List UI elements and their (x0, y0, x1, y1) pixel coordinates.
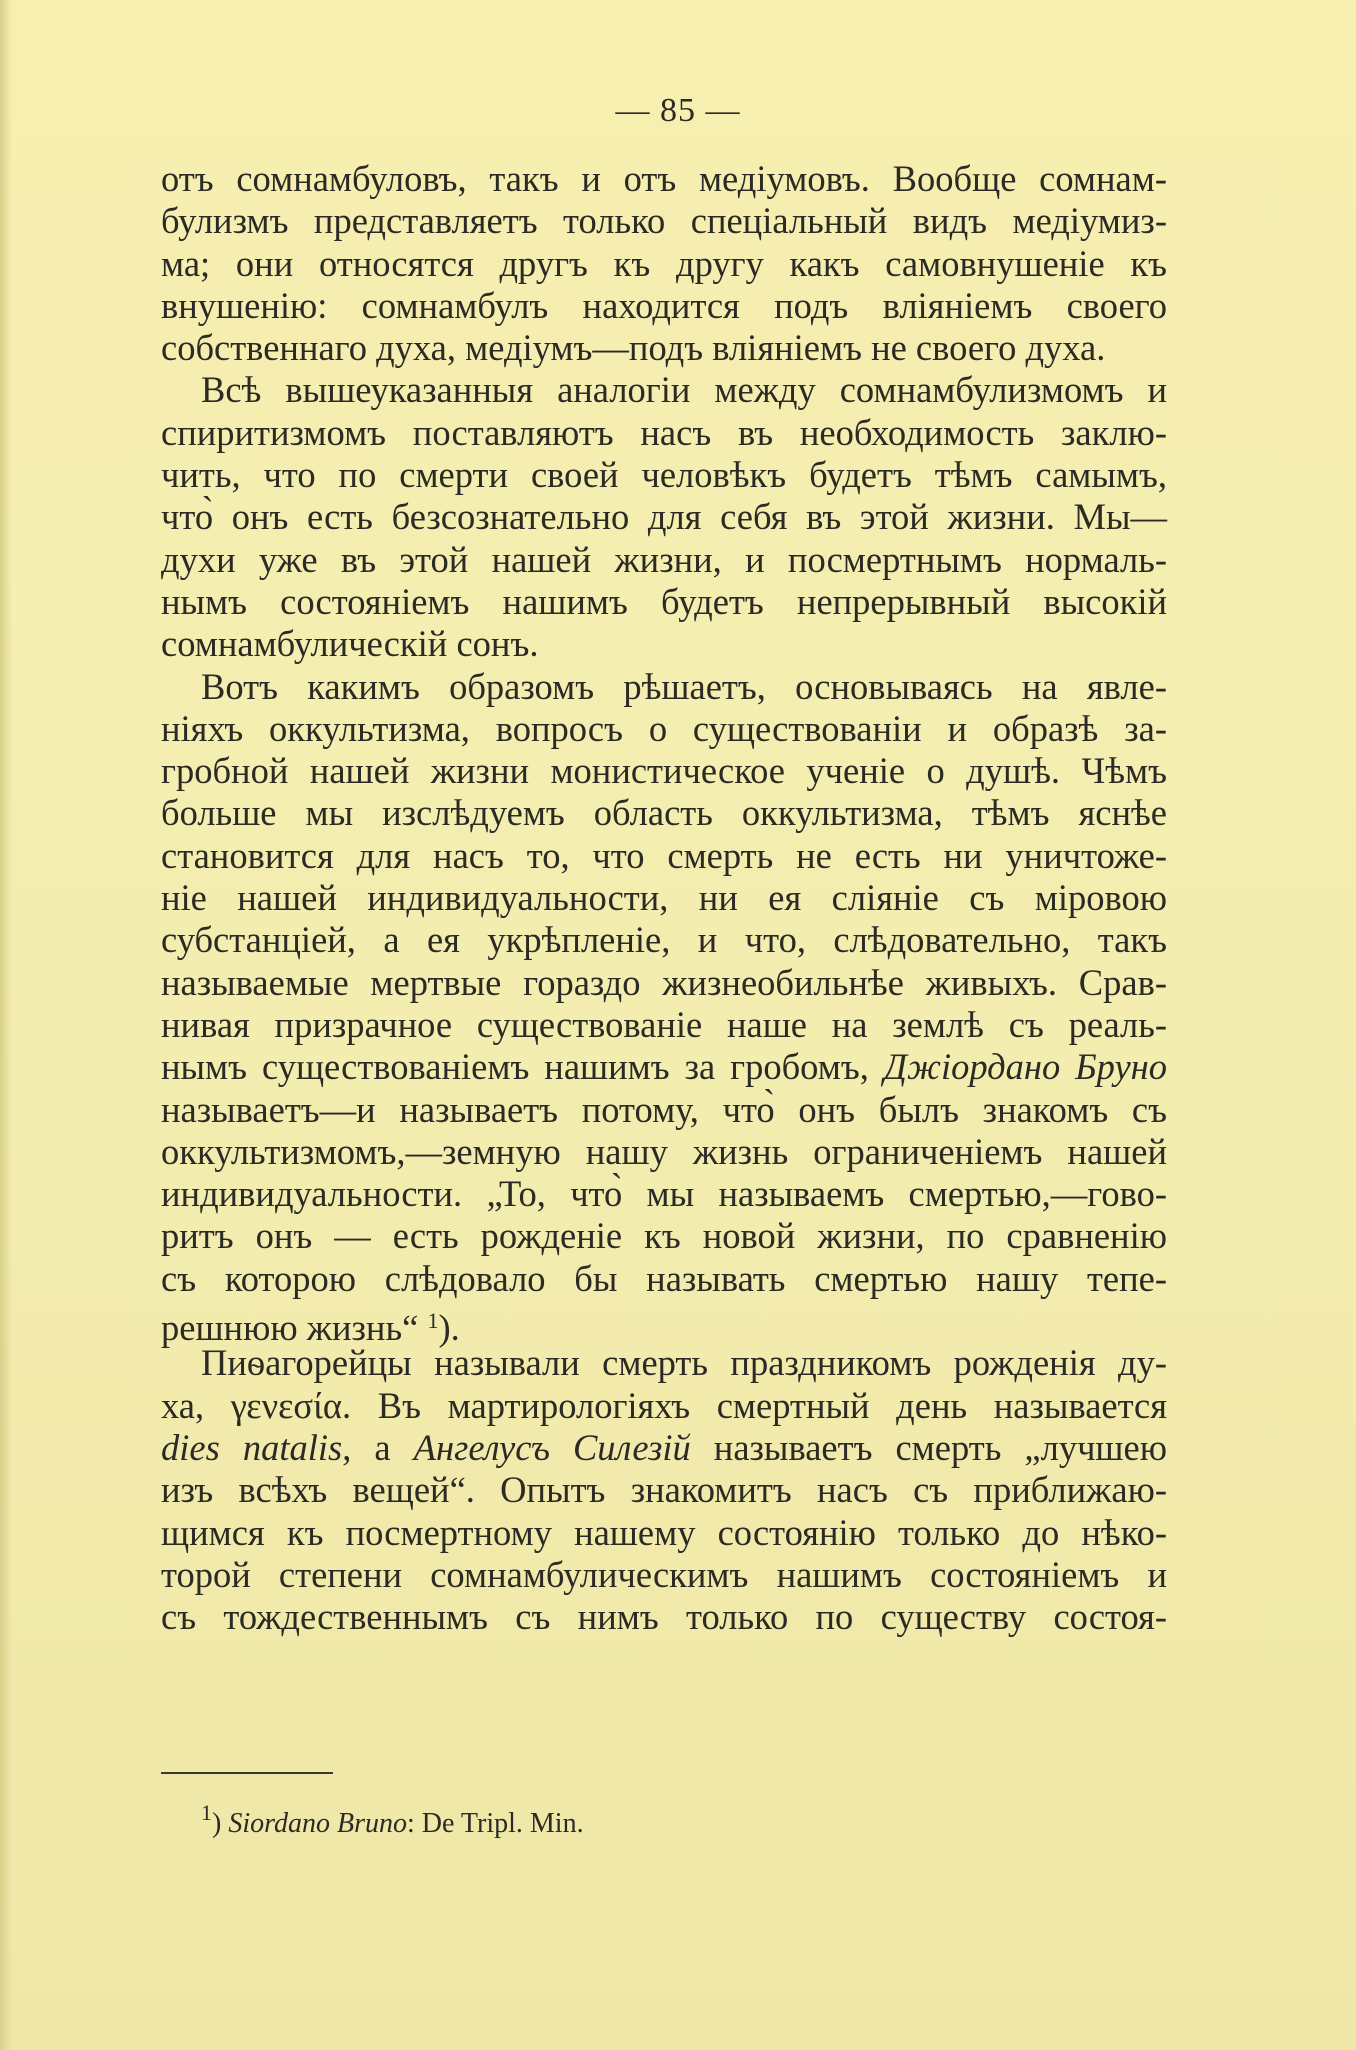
text-line: индивидуальности. „То, что̀ мы называемъ смертью,—гово- (161, 1173, 1167, 1215)
text-segment: , а (342, 1426, 391, 1468)
text-segment: нымъ существованiемъ нашимъ за гробомъ, (161, 1046, 869, 1088)
text-line: называемые мертвые гораздо жизнеобильнѣе живыхъ. Срав- (161, 961, 1167, 1003)
footnote-marker: 1 (201, 1800, 212, 1825)
text-line: становится для насъ то, что смерть не есть ни уничтоже- (161, 834, 1167, 876)
text-line: духи уже въ этой нашей жизни, и посмертнымъ нормаль- (161, 538, 1167, 580)
text-line: внушенiю: сомнамбулъ находится подъ влiянiемъ своего (161, 284, 1167, 326)
text-line: отъ сомнамбуловъ, такъ и отъ медiумовъ. Вообще сомнам- (161, 158, 1167, 199)
text-line: спиритизмомъ поставляютъ насъ въ необходимость заклю- (161, 411, 1167, 453)
text-line: больше мы изслѣдуемъ область оккультизма, тѣмъ яснѣе (161, 792, 1167, 834)
text-segment: решнюю жизнь“ (161, 1307, 419, 1349)
text-segment: ). (438, 1307, 460, 1349)
text-line (161, 1046, 1167, 1088)
text-line: торой степени сомнамбулическимъ нашимъ состоянiемъ и (161, 1553, 1167, 1595)
text-line (161, 1300, 1167, 1349)
text-line (161, 1427, 1167, 1469)
text-line: гробной нашей жизни монистическое ученiе о душѣ. Чѣмъ (161, 750, 1167, 792)
text-line: ха, γενεσία. Въ мартирологiяхъ смертный день называется (161, 1384, 1167, 1426)
footnote (201, 1800, 584, 1840)
footnote-paren: ) (212, 1808, 222, 1839)
text-line: собственнаго духа, медiумъ—подъ влiянiемъ не своего духа. (161, 327, 1106, 369)
text-line: нiяхъ оккультизма, вопросъ о существованiи и образѣ за- (161, 707, 1167, 749)
text-line: съ которою слѣдовало бы называть смертью нашу тепе- (161, 1257, 1167, 1299)
text-line: щимся къ посмертному нашему состоянiю только до нѣко- (161, 1511, 1167, 1553)
paragraph-start: Пиѳагорейцы называли смерть праздникомъ рожденiя ду- (201, 1342, 1167, 1384)
footnote-text: : De Tripl. Min. (406, 1808, 584, 1839)
text-line: нiе нашей индивидуальности, ни ея слiянiе съ мiровою (161, 877, 1167, 919)
footnote-ref: 1 (427, 1308, 439, 1334)
text-line: изъ всѣхъ вещей“. Опытъ знакомитъ насъ съ приближаю- (161, 1469, 1167, 1511)
italic-name: Ангелусъ Силезiй (413, 1426, 691, 1468)
text-line: субстанцiей, а ея укрѣпленiе, и что, слѣдовательно, такъ (161, 919, 1167, 961)
paragraph-start: Всѣ вышеуказанныя аналогiи между сомнамбулизмомъ и (201, 369, 1167, 411)
paragraph-start: Вотъ какимъ образомъ рѣшаетъ, основываясь на явле- (201, 665, 1167, 707)
text-line: нымъ состоянiемъ нашимъ будетъ непрерывный высокiй (161, 580, 1167, 622)
page-number: — 85 — (615, 92, 741, 129)
text-line: сомнамбулическiй сонъ. (161, 623, 539, 665)
text-line: съ тождественнымъ съ нимъ только по существу состоя- (161, 1596, 1167, 1638)
text-line: ма; они относятся другъ къ другу какъ самовнушенiе къ (161, 242, 1167, 284)
text-line: булизмъ представляетъ только спецiальный видъ медiумиз- (161, 200, 1167, 242)
footnote-author: Siordano Bruno (228, 1808, 407, 1839)
footnote-divider (161, 1772, 333, 1774)
text-line: ритъ онъ — есть рожденiе къ новой жизни, по сравненiю (161, 1215, 1167, 1257)
body-text (161, 158, 1167, 1638)
text-line: нивая призрачное существованiе наше на землѣ съ реаль- (161, 1003, 1167, 1045)
italic-name: Джiордано Бруно (883, 1046, 1168, 1088)
text-line: называетъ—и называетъ потому, что̀ онъ былъ знакомъ съ (161, 1088, 1167, 1130)
text-line: оккультизмомъ,—земную нашу жизнь ограниченiемъ нашей (161, 1130, 1167, 1172)
text-line: что̀ онъ есть безсознательно для себя въ этой жизни. Мы— (161, 496, 1167, 538)
text-line: чить, что по смерти своей человѣкъ будетъ тѣмъ самымъ, (161, 454, 1167, 496)
italic-term: dies natalis (161, 1426, 343, 1468)
text-segment: называетъ смерть „лучшею (690, 1426, 1167, 1468)
